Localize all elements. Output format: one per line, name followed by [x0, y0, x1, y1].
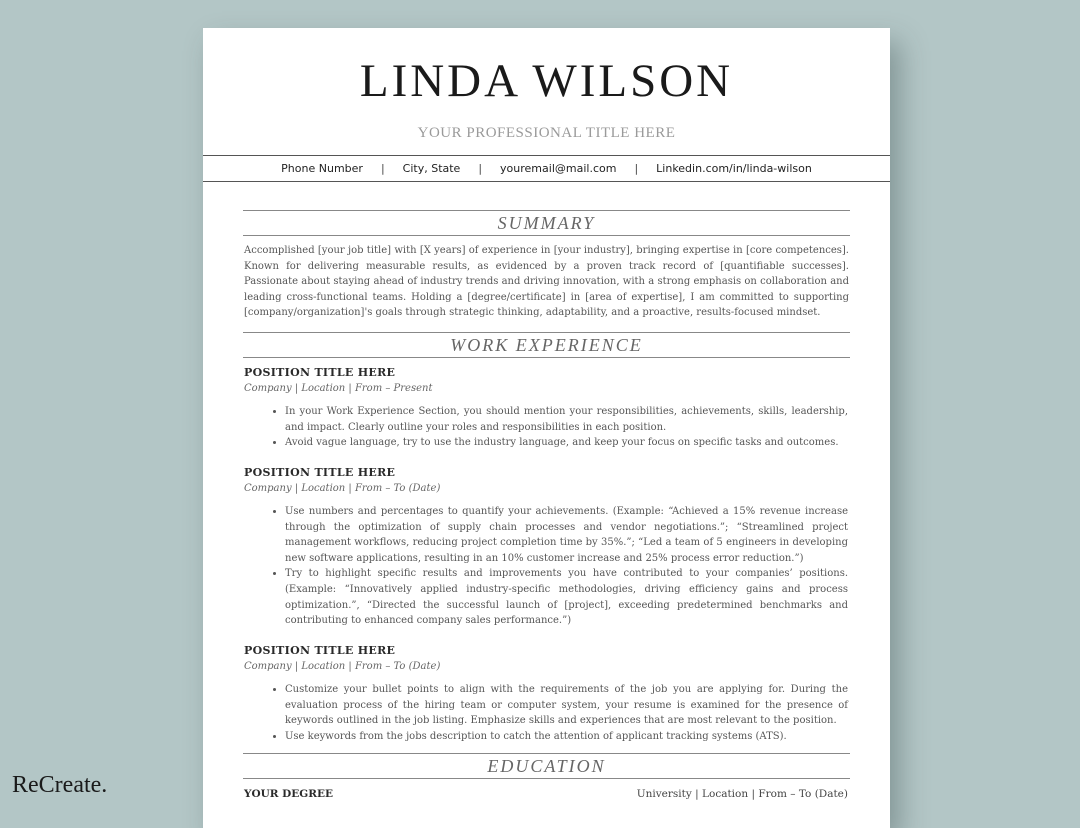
- job-bullets: [244, 504, 848, 629]
- resume-name: LINDA WILSON: [359, 55, 734, 107]
- list-item: • Customize your bullet points to align with the requirements of the job you are applying for. During the evaluation process of the hiring team or computer system, your resume is examined for the presence of keywords outlined in the job listing. Emphasize skills and experiences that are most relevant to the position.: [285, 682, 848, 729]
- education-details: University | Location | From – To (Date): [636, 788, 848, 800]
- job-title: POSITION TITLE HERE: [244, 644, 396, 657]
- contact-separator: |: [478, 162, 483, 175]
- education-row: [244, 788, 848, 800]
- summary-text: Accomplished [your job title] with [X years] of experience in [your industry], bringing expertise in [core competences]. Known for delivering measurable results, as evidenced by a proven track record of [quantifiable successes]. Passionate about staying ahead of industry trends and driving innovation, with a strong emphasis on collaboration and leading cross-functional teams. Holding a [degree/certificate] in [area of expertise], I am committed to supporting [company/organization]'s goals through strategic thinking, adaptability, and a proactive, results-focused mindset.: [244, 245, 849, 319]
- section-heading-summary: SUMMARY: [243, 210, 850, 236]
- contact-email: youremail@mail.com: [500, 162, 617, 175]
- job-meta: Company | Location | From – Present: [244, 383, 433, 394]
- list-item: • Use numbers and percentages to quantify your achievements. (Example: “Achieved a 15% revenue increase through the optimization of supply chain processes and vendor negotiations.”; “Streamlined project management workflows, reducing project completion time by 35%.”; “Led a team of 5 engineers in developing new software applications, resulting in an 10% customer increase and 25% process error reduction.”): [285, 504, 848, 566]
- contact-separator: |: [634, 162, 639, 175]
- professional-title: YOUR PROFESSIONAL TITLE HERE: [417, 125, 676, 141]
- list-item: • Use keywords from the jobs description to catch the attention of applicant tracking systems (ATS).: [285, 729, 848, 745]
- section-heading-experience: WORK EXPERIENCE: [243, 332, 850, 358]
- education-degree: YOUR DEGREE: [244, 788, 333, 800]
- list-item: • Avoid vague language, try to use the industry language, and keep your focus on specific tasks and outcomes.: [285, 435, 848, 451]
- job-meta: Company | Location | From – To (Date): [244, 483, 441, 494]
- brand-logo: ReCreate.: [12, 772, 108, 798]
- job-meta: Company | Location | From – To (Date): [244, 661, 441, 672]
- list-item: • Try to highlight specific results and improvements you have contributed to your companies’ positions. (Example: “Innovatively applied industry-specific methodologies, driving efficiency gains and process optimization.”, “Directed the successful launch of [project], exceeding predetermined benchmarks and contributing to enhanced company sales performance.”): [285, 566, 848, 628]
- section-heading-education: EDUCATION: [243, 753, 850, 779]
- contact-phone: Phone Number: [281, 162, 363, 175]
- job-title: POSITION TITLE HERE: [244, 466, 396, 479]
- contact-separator: |: [380, 162, 385, 175]
- job-bullets: [244, 404, 848, 451]
- list-item: • In your Work Experience Section, you should mention your responsibilities, achievements, skills, leadership, and impact. Clearly outline your roles and responsibilities in each position.: [285, 404, 848, 435]
- job-title: POSITION TITLE HERE: [244, 366, 396, 379]
- job-bullets: [244, 682, 848, 744]
- contact-bar: [203, 155, 890, 182]
- resume-page: [203, 28, 890, 828]
- contact-linkedin: Linkedin.com/in/linda-wilson: [656, 162, 812, 175]
- contact-location: City, State: [402, 162, 461, 175]
